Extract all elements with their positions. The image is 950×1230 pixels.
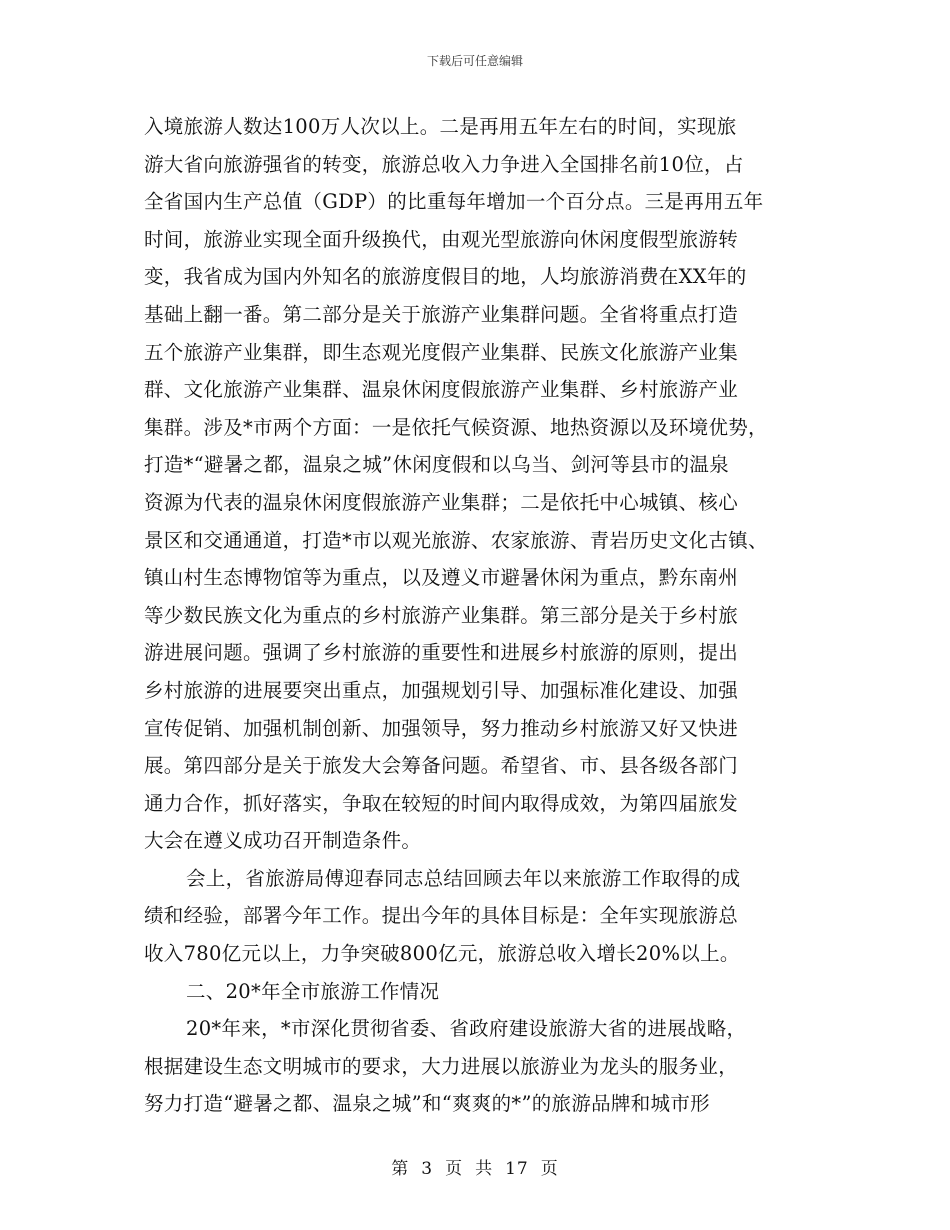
text-line: 大会在遵义成功召开制造条件。 bbox=[144, 829, 422, 853]
text-line: 等少数民族文化为重点的乡村旅游产业集群。第三部分是关于乡村旅 bbox=[144, 603, 739, 627]
text-line: 基础上翻一番。第二部分是关于旅游产业集群问题。全省将重点打造 bbox=[144, 302, 739, 326]
text-line: 集群。涉及*市两个方面：一是依托气候资源、地热资源以及环境优势， bbox=[144, 415, 768, 439]
text-line: 二、20*年全市旅游工作情况 bbox=[186, 979, 440, 1003]
footer-label-total: 共 bbox=[475, 1159, 494, 1179]
footer-total-pages: 17 bbox=[505, 1159, 529, 1179]
text-line: 入境旅游人数达100万人次以上。二是再用五年左右的时间，实现旅 bbox=[144, 115, 737, 138]
footer-label-page: 页 bbox=[445, 1159, 464, 1179]
footer-page-number: 3 bbox=[421, 1159, 434, 1179]
text-line: 收入780亿元以上，力争突破800亿元，旅游总收入增长20%以上。 bbox=[144, 942, 740, 966]
page-header: 下载后可任意编辑 bbox=[426, 54, 523, 68]
text-line: 全省国内生产总值（GDP）的比重每年增加一个百分点。三是再用五年 bbox=[144, 190, 764, 214]
text-line: 20*年来，*市深化贯彻省委、省政府建设旅游大省的进展战略， bbox=[186, 1017, 747, 1041]
text-line: 群、文化旅游产业集群、温泉休闲度假旅游产业集群、乡村旅游产业 bbox=[144, 378, 739, 402]
text-line: 游大省向旅游强省的转变，旅游总收入力争进入全国排名前10位，占 bbox=[144, 152, 744, 176]
text-line: 会上，省旅游局傅迎春同志总结回顾去年以来旅游工作取得的成 bbox=[186, 866, 741, 890]
text-line: 根据建设生态文明城市的要求，大力进展以旅游业为龙头的服务业， bbox=[144, 1054, 739, 1078]
text-line: 打造*“避暑之都，温泉之城”休闲度假和以乌当、剑河等县市的温泉 bbox=[144, 453, 729, 477]
text-line: 绩和经验，部署今年工作。提出今年的具体目标是：全年实现旅游总 bbox=[144, 904, 739, 928]
text-line: 时间，旅游业实现全面升级换代，由观光型旅游向休闲度假型旅游转 bbox=[144, 227, 739, 251]
footer-label-page-end: 页 bbox=[540, 1159, 559, 1179]
text-line: 变，我省成为国内外知名的旅游度假目的地，人均旅游消费在XX年的 bbox=[144, 265, 747, 289]
text-line: 通力合作，抓好落实，争取在较短的时间内取得成效，为第四届旅发 bbox=[144, 791, 739, 815]
text-line: 景区和交通通道，打造*市以观光旅游、农家旅游、青岩历史文化古镇、 bbox=[144, 528, 768, 552]
document-body bbox=[144, 108, 824, 1123]
text-line: 努力打造“避暑之都、温泉之城”和“爽爽的*”的旅游品牌和城市形 bbox=[144, 1092, 710, 1116]
text-line: 展。第四部分是关于旅发大会筹备问题。希望省、市、县各级各部门 bbox=[144, 754, 739, 778]
text-line: 宣传促销、加强机制创新、加强领导，努力推动乡村旅游又好又快进 bbox=[144, 716, 739, 740]
text-line: 游进展问题。强调了乡村旅游的重要性和进展乡村旅游的原则，提出 bbox=[144, 641, 739, 665]
text-line: 镇山村生态博物馆等为重点，以及遵义市避暑休闲为重点，黔东南州 bbox=[144, 566, 739, 590]
text-line: 乡村旅游的进展要突出重点，加强规划引导、加强标准化建设、加强 bbox=[144, 678, 739, 702]
text-line: 资源为代表的温泉休闲度假旅游产业集群；二是依托中心城镇、核心 bbox=[144, 490, 739, 514]
text-line: 五个旅游产业集群，即生态观光度假产业集群、民族文化旅游产业集 bbox=[144, 340, 739, 364]
footer-label-before: 第 bbox=[391, 1159, 410, 1179]
page-footer bbox=[0, 1154, 950, 1179]
